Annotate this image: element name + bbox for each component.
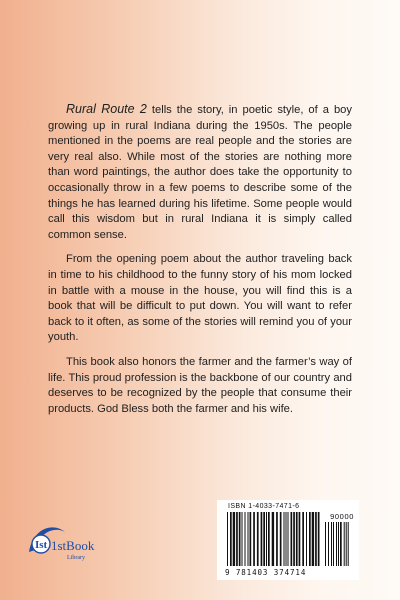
- blurb-paragraph-2: From the opening poem about the author traveling back in time to his childhood to the funny story of his mom locked in battle with a mouse in the house, you will find this is a book that will be difficult to put down. You will want to refer back to it often, as some of the stories will remind you of your youth.: [48, 253, 352, 344]
- publisher-logo-sub: Library: [67, 555, 85, 561]
- publisher-logo-icon: [25, 520, 95, 564]
- blurb-paragraph-1-text: tells the story, in poetic style, of a boy growing up in rural Indiana during the 1950s. The people mentioned in the poems are real people and the stories are very real also. While most of the stories are nothing more than word paintings, the author does take the opportunity to occasionally throw in a few poems to describe some of the things he has learned during his lifetime. Some people would call this wisdom but in rural Indiana it is simply called common sense.: [48, 104, 352, 241]
- barcode-bars: [225, 512, 353, 568]
- svg-text:Ist: Ist: [35, 539, 48, 551]
- price-code: 90000: [330, 512, 354, 521]
- barcode-number: 9 781403 374714: [225, 568, 307, 577]
- isbn-label: ISBN 1-4033-7471-6: [228, 503, 300, 510]
- back-cover-blurb: [48, 102, 352, 426]
- barcode-box: [217, 500, 359, 580]
- blurb-paragraph-3: This book also honors the farmer and the farmer’s way of life. This proud profession is the backbone of our country and deserves to be recognized by the people that consume their products. God Bless both the farmer and his wife.: [48, 355, 352, 415]
- publisher-logo: [25, 520, 95, 564]
- book-title: Rural Route 2: [66, 102, 147, 116]
- blurb-paragraph-1: [48, 102, 352, 243]
- publisher-logo-main: 1stBooks: [51, 538, 95, 553]
